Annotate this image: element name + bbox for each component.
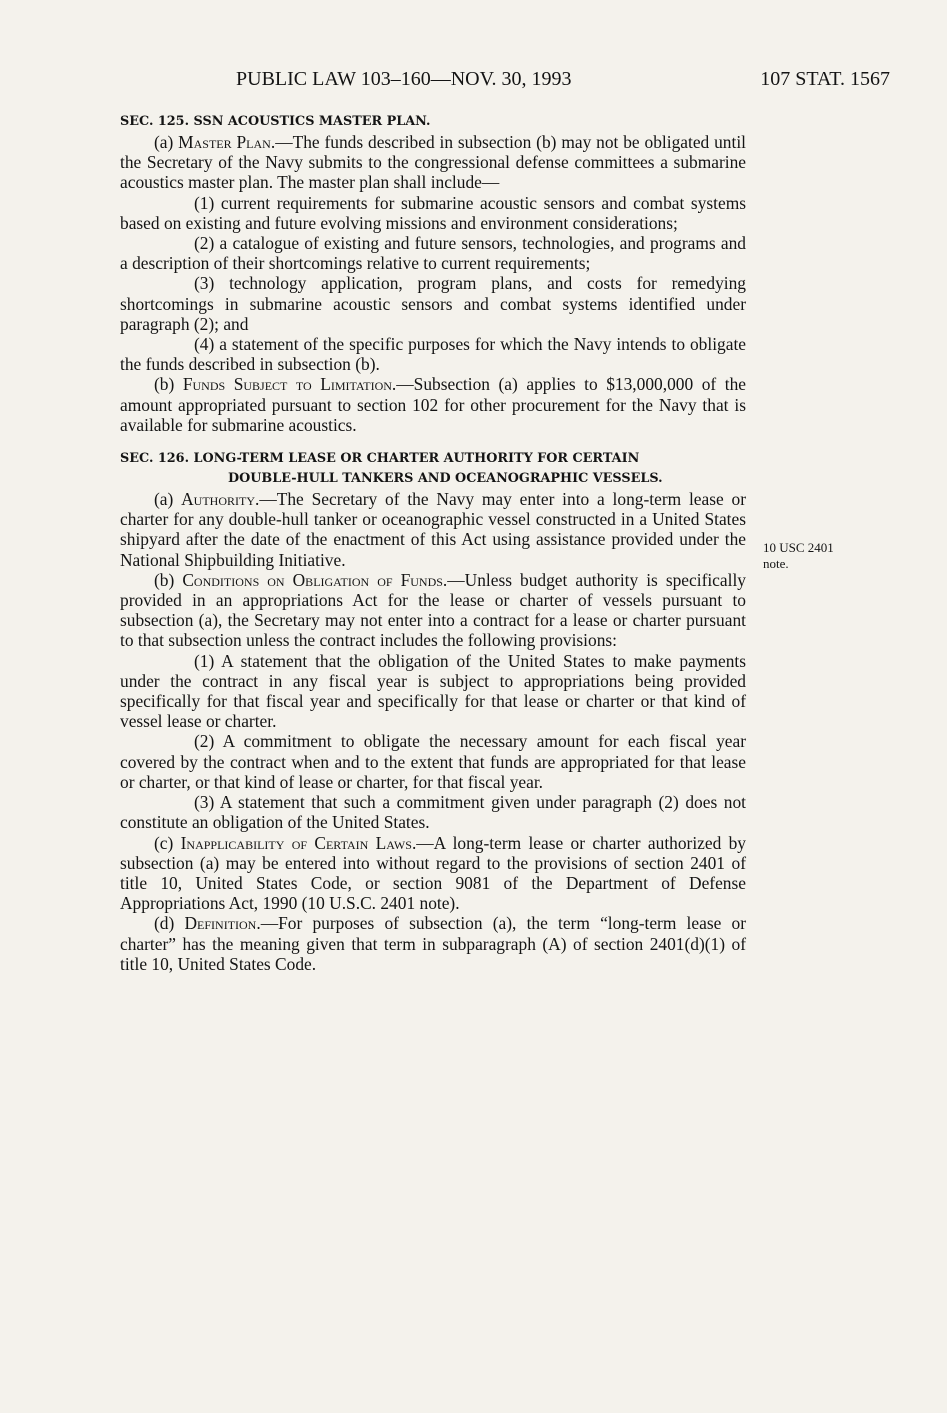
document-body — [120, 112, 746, 974]
sec126-a-text: .—The Secretary of the Navy may enter into a long-term lease or charter for any double-hull tanker or oceanographic vessel constructed in a United States shipyard after the date of the enactment of this Act using assistance provided under the National Shipbuilding Initiative. — [120, 489, 746, 570]
section-126-heading-line1: SEC. 126. LONG-TERM LEASE OR CHARTER AUTHORITY FOR CERTAIN — [120, 451, 640, 467]
sec125-paragraph-4: (4) a statement of the specific purposes for which the Navy intends to obligate the funds described in subsection (b). — [120, 334, 746, 375]
sec125-b-text: .—Subsection (a) applies to $13,000,000 of the amount appropriated pursuant to section 102 for other procurement for the Navy that is available for submarine acoustics. — [120, 374, 746, 435]
sec126-c-caption: Inapplicability of Certain Laws — [180, 832, 412, 853]
sec126-subsection-b — [120, 570, 746, 651]
page-header — [120, 64, 890, 94]
sec126-c-text: .—A long-term lease or charter authorized by subsection (a) may be entered into without regard to the provisions of section 2401 of title 10, United States Code, or section 9081 of the Department of Defense Appropriations Act, 1990 (10 U.S.C. 2401 note). — [120, 832, 747, 914]
section-125-heading: SEC. 125. SSN ACOUSTICS MASTER PLAN. — [120, 114, 431, 129]
statute-page-number: 107 STAT. 1567 — [760, 68, 890, 90]
sec125-subsection-b — [120, 374, 746, 435]
sec126-paragraph-1: (1) A statement that the obligation of the United States to make payments under the contract in any fiscal year is subject to appropriations being provided specifically for that fiscal year and specifically for that lease or charter or that kind of vessel lease or charter. — [120, 650, 746, 732]
sec125-b-label: (b) — [154, 374, 183, 395]
sec125-a-label: (a) — [154, 132, 179, 152]
margin-note-line2: note. — [763, 556, 789, 571]
sec126-paragraph-2: (2) A commitment to obligate the necessary amount for each fiscal year covered by the contract when and to the extent that funds are appropriated for that lease or charter, or that kind of lease or charter, for that fiscal year. — [120, 731, 746, 792]
sec126-subsection-d — [120, 913, 746, 974]
sec126-subsection-c — [120, 833, 746, 914]
sec126-paragraph-3: (3) A statement that such a commitment given under paragraph (2) does not constitute an obligation of the United States. — [120, 792, 746, 833]
section-126-heading — [120, 449, 746, 489]
sec125-paragraph-2: (2) a catalogue of existing and future sensors, technologies, and programs and a description of their shortcomings relative to current requirements; — [120, 233, 746, 274]
sec126-a-caption: Authority — [181, 489, 255, 510]
sec126-d-label: (d) — [154, 913, 185, 934]
margin-note-line1: 10 USC 2401 — [763, 540, 834, 555]
sec125-subsection-a — [120, 132, 746, 193]
margin-note — [763, 540, 873, 572]
sec126-b-caption: Conditions on Obligation of Funds — [182, 569, 443, 590]
sec125-a-caption: Master Plan — [178, 132, 271, 152]
sec125-paragraph-1: (1) current requirements for submarine acoustic sensors and combat systems based on existing and future evolving missions and environment considerations; — [120, 192, 746, 233]
sec126-b-text: .—Unless budget authority is specifically provided in an appropriations Act for the lease or charter of vessels pursuant to subsection (a), the Secretary may not enter into a contract for a lease or charter pursuant to that subsection unless the contract includes the following provisions: — [120, 569, 746, 651]
sec126-c-label: (c) — [154, 832, 181, 853]
sec126-d-caption: Definition — [184, 913, 257, 934]
sec126-subsection-a — [120, 489, 746, 570]
section-126-heading-line2: DOUBLE-HULL TANKERS AND OCEANOGRAPHIC VESSELS. — [228, 471, 663, 487]
sec126-d-text: .—For purposes of subsection (a), the term “long-term lease or charter” has the meaning given that term in subparagraph (A) of section 2401(d)(1) of title 10, United States Code. — [120, 913, 746, 974]
law-title: PUBLIC LAW 103–160—NOV. 30, 1993 — [236, 68, 572, 90]
sec125-a-text: .—The funds described in subsection (b) may not be obligated until the Secretary of the Navy submits to the congressional defense committees a submarine acoustics master plan. The master plan shall include— — [120, 132, 746, 193]
sec126-a-label: (a) — [154, 489, 182, 510]
sec126-b-label: (b) — [154, 569, 183, 590]
sec125-b-caption: Funds Subject to Limitation — [182, 374, 392, 395]
sec125-paragraph-3: (3) technology application, program plans, and costs for remedying shortcomings in submarine acoustic sensors and combat systems identified under paragraph (2); and — [120, 273, 746, 334]
